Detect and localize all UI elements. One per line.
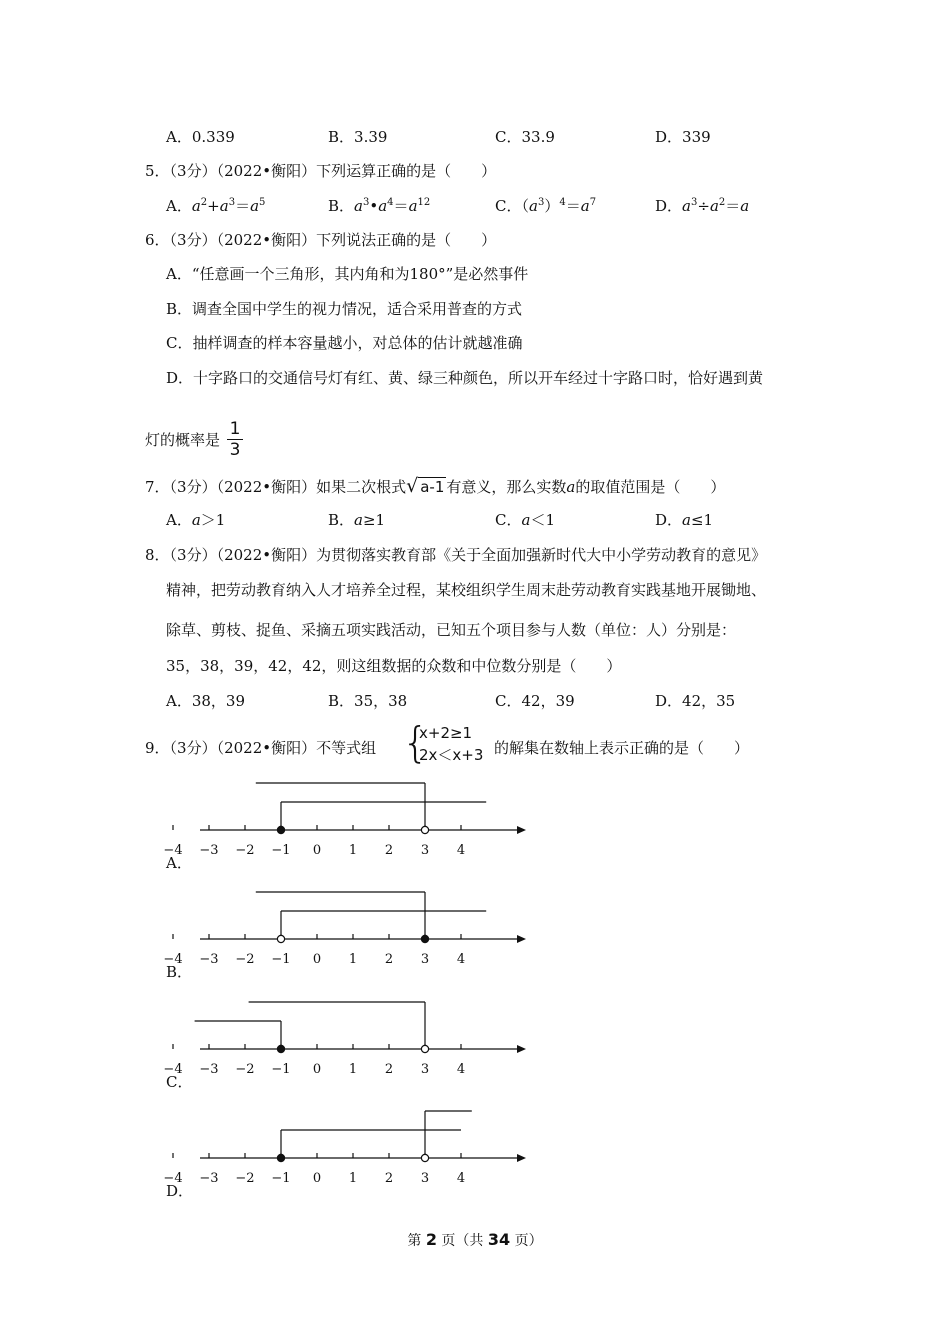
q8-option-a: A．38，39: [166, 692, 246, 710]
tick-label: −2: [235, 843, 255, 858]
q9-figure-a: [163, 775, 535, 865]
q8-option-d: D．42，35: [655, 692, 736, 710]
q9-inequality-2: 2x＜x+3: [419, 746, 484, 764]
q7-option-a: A．a＞1: [166, 511, 226, 529]
q7-option-d: D．a≤1: [655, 511, 714, 529]
tick-label: −3: [199, 1171, 219, 1186]
q5-option-c: C．$(a^3)^4=a^7$: [495, 197, 597, 215]
tick-label: −4: [163, 1171, 183, 1186]
tick-label: −2: [235, 1171, 255, 1186]
tick-label: −1: [271, 952, 291, 967]
q6-option-d: D．十字路口的交通信号灯有红、黄、绿三种颜色，所以开车经过十字路口时，恰好遇到黄: [166, 369, 764, 387]
tick-label: −3: [199, 843, 219, 858]
axis-arrow: [517, 935, 526, 943]
tick-label: 1: [348, 952, 358, 967]
tick-label: 4: [456, 843, 466, 858]
q6-option-d-continued: 灯的概率是: [145, 431, 221, 449]
open-endpoint: [421, 1154, 428, 1161]
page-total: 34: [487, 1230, 511, 1249]
page-number: 2: [425, 1230, 437, 1249]
q5-option-a: A．$a^2+a^3=a^5$: [166, 197, 266, 215]
q6-fraction: [227, 420, 243, 459]
tick-label: −1: [271, 1171, 291, 1186]
tick-label: 2: [384, 952, 394, 967]
q8-option-c: C．42，39: [495, 692, 575, 710]
tick-label: 3: [420, 1062, 430, 1077]
filled-endpoint: [421, 935, 428, 942]
tick-label: 3: [420, 952, 430, 967]
q9-figure-d: [163, 1103, 535, 1193]
tick-label: 3: [420, 843, 430, 858]
tick-label: −4: [163, 1062, 183, 1077]
tick-label: −3: [199, 1062, 219, 1077]
q8-option-b: B．35，38: [328, 692, 408, 710]
tick-label: 2: [384, 1062, 394, 1077]
q4-option-d: D．339: [655, 128, 711, 146]
filled-endpoint: [277, 1045, 284, 1052]
open-endpoint: [421, 826, 428, 833]
q8-stem-line-3: 除草、剪枝、捉鱼、采摘五项实践活动，已知五个项目参与人数（单位：人）分别是：: [166, 621, 737, 639]
q9-option-c-label: C．: [166, 1073, 193, 1091]
q6-option-c: C．抽样调查的样本容量越小，对总体的估计就越准确: [166, 334, 523, 352]
q8-stem-line-2: 精神，把劳动教育纳入人才培养全过程，某校组织学生周末赴劳动教育实践基地开展锄地、: [166, 581, 767, 599]
q9-option-d-label: D．: [166, 1182, 194, 1200]
q9-figure-c: [163, 994, 535, 1084]
q9-inequality-1: x+2≥1: [419, 724, 473, 742]
q4-option-a: A．0.339: [166, 128, 235, 146]
axis-arrow: [517, 826, 526, 834]
q5-stem: 5．（3分）（2022•衡阳）下列运算正确的是（ ）: [145, 162, 497, 180]
tick-label: 4: [456, 1171, 466, 1186]
q5-option-b: B．$a^3•a^4=a^{12}$: [328, 197, 431, 215]
tick-label: −3: [199, 952, 219, 967]
tick-label: 2: [384, 843, 394, 858]
tick-label: 0: [312, 1171, 322, 1186]
q4-option-b: B．3.39: [328, 128, 388, 146]
filled-endpoint: [277, 1154, 284, 1161]
tick-label: 0: [312, 843, 322, 858]
tick-label: −1: [271, 843, 291, 858]
axis-arrow: [517, 1154, 526, 1162]
open-endpoint: [277, 935, 284, 942]
tick-label: −2: [235, 1062, 255, 1077]
tick-label: −4: [163, 843, 183, 858]
system-brace: {: [402, 718, 429, 767]
tick-label: −2: [235, 952, 255, 967]
q7-option-c: C．a＜1: [495, 511, 555, 529]
tick-label: 3: [420, 1171, 430, 1186]
tick-label: 1: [348, 1062, 358, 1077]
tick-label: 0: [312, 1062, 322, 1077]
tick-label: 0: [312, 952, 322, 967]
q6-option-b: B．调查全国中学生的视力情况，适合采用普查的方式: [166, 300, 523, 318]
q7-option-b: B．a≥1: [328, 511, 386, 529]
tick-label: 4: [456, 952, 466, 967]
axis-arrow: [517, 1045, 526, 1053]
q9-option-b-label: B．: [166, 963, 193, 981]
q8-stem-line-4: 35，38，39，42，42，则这组数据的众数和中位数分别是（ ）: [166, 657, 622, 675]
q9-stem-pre: 9．（3分）（2022•衡阳）不等式组: [145, 739, 377, 757]
q6-stem: 6．（3分）（2022•衡阳）下列说法正确的是（ ）: [145, 231, 497, 249]
q5-option-d: D．$a^3\div a^2=a$: [655, 197, 750, 215]
fraction-denominator: 3: [229, 440, 241, 460]
q7-stem: 7．（3分）（2022•衡阳）如果二次根式√ a-1 有意义，那么实数a的取值范围是（ ）: [145, 475, 726, 497]
fraction-numerator: 1: [229, 419, 241, 439]
q9-stem-post: 的解集在数轴上表示正确的是（ ）: [494, 739, 750, 757]
tick-label: 1: [348, 1171, 358, 1186]
tick-label: 2: [384, 1171, 394, 1186]
sqrt-expression: √ a-1: [406, 475, 445, 497]
filled-endpoint: [277, 826, 284, 833]
q9-option-a-label: A．: [166, 854, 192, 872]
tick-label: −4: [163, 952, 183, 967]
q6-option-a: A．“任意画一个三角形，其内角和为180°”是必然事件: [166, 265, 529, 283]
q8-stem-line-1: 8．（3分）（2022•衡阳）为贯彻落实教育部《关于全面加强新时代大中小学劳动教育的意见》: [145, 546, 767, 564]
tick-label: 1: [348, 843, 358, 858]
tick-label: 4: [456, 1062, 466, 1077]
page-footer: 第 2 页（共 34 页）: [407, 1230, 543, 1249]
q9-figure-b: [163, 884, 535, 974]
open-endpoint: [421, 1045, 428, 1052]
q4-option-c: C．33.9: [495, 128, 555, 146]
tick-label: −1: [271, 1062, 291, 1077]
